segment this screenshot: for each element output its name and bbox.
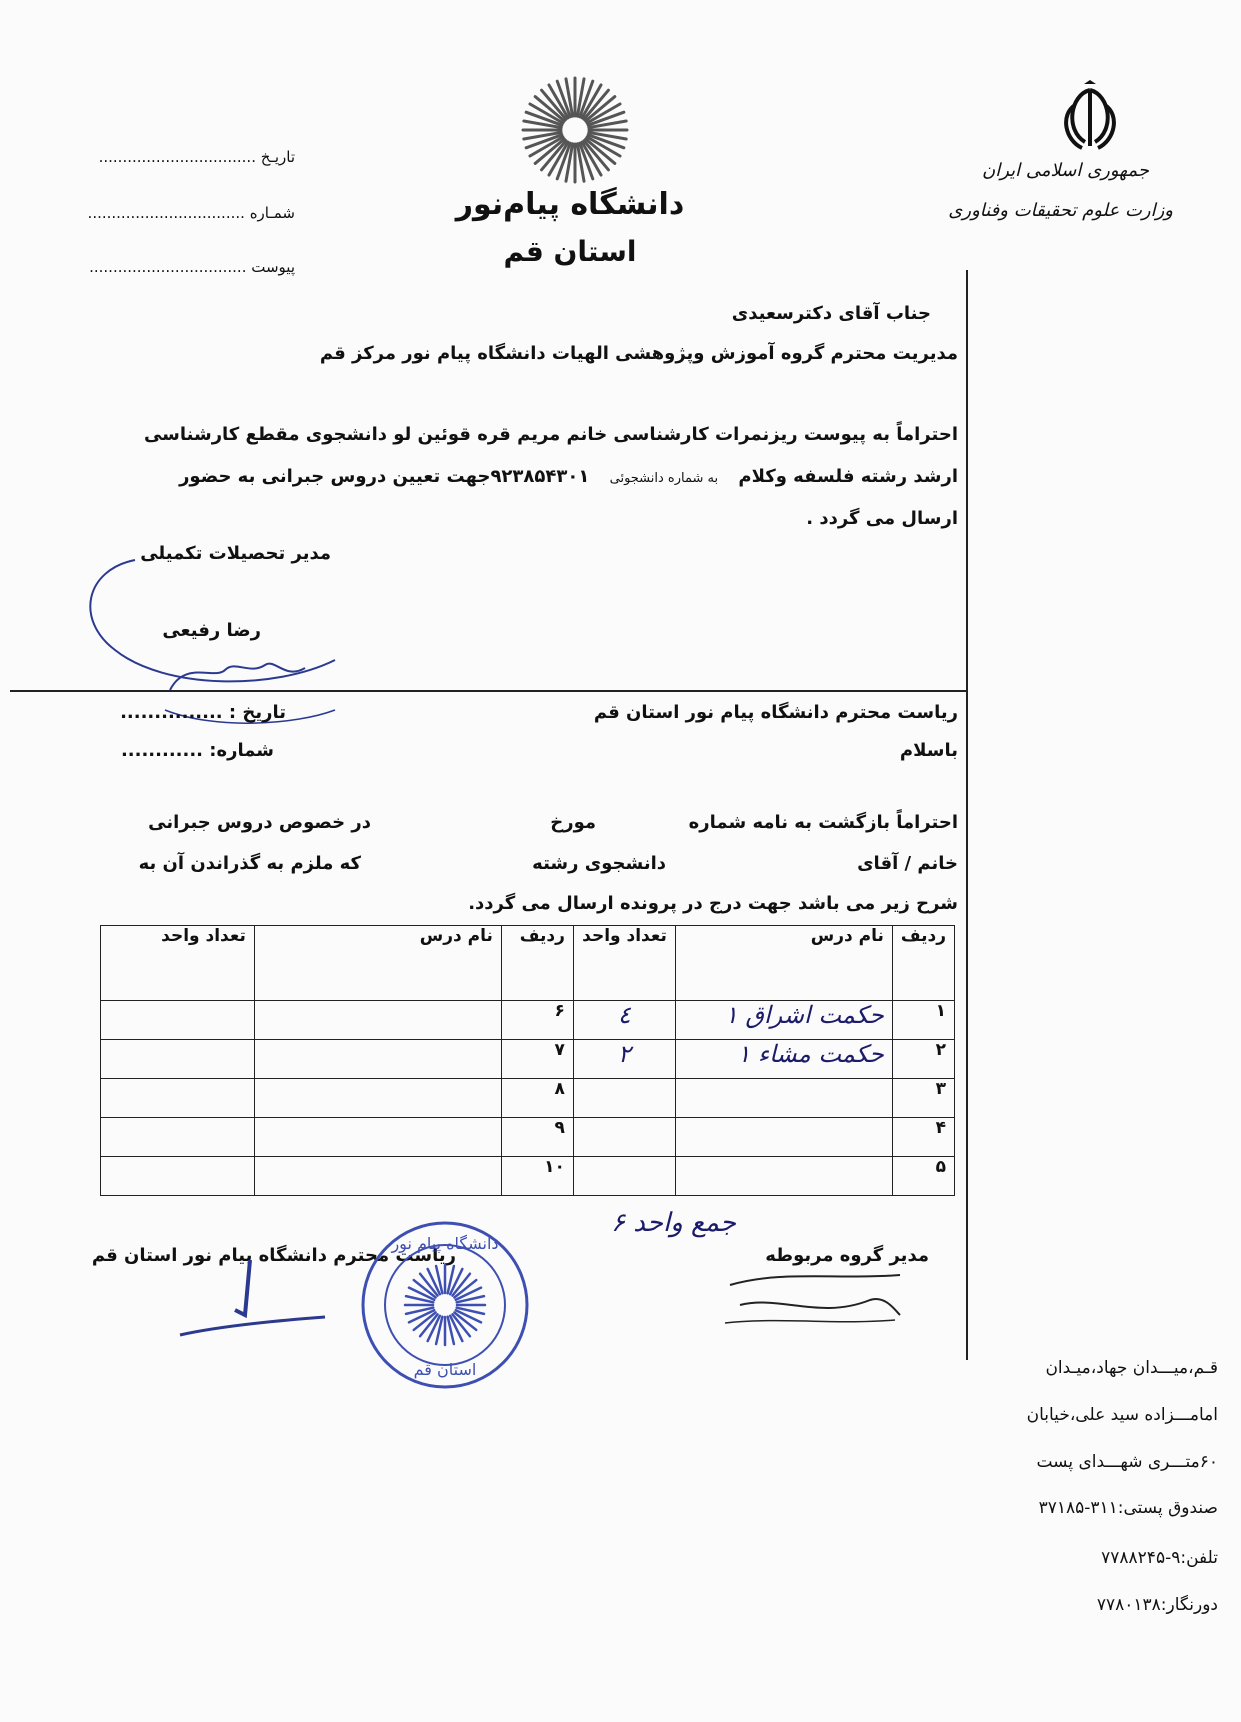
letter2-line2-student: خانم / آقای — [857, 853, 958, 874]
letter1-addressee-title: مدیریت محترم گروه آموزش وپژوهشی الهیات دانشگاه پیام نور مرکز قم — [319, 343, 958, 364]
letter2-date-field: تاریخ : ............... — [120, 702, 286, 723]
col-course-name-2: نام درس — [254, 926, 501, 1001]
university-name: دانشگاه پیام‌نور — [455, 187, 685, 222]
course-units-2 — [101, 1001, 255, 1040]
iran-emblem-icon — [1040, 80, 1140, 160]
course-units: ٤ — [573, 1001, 675, 1040]
total-units-note: جمع واحد ۶ — [611, 1208, 736, 1238]
letter2-line1-subject: در خصوص دروس جبرانی — [148, 812, 371, 833]
dept-manager-label: مدیر گروه مربوطه — [765, 1245, 929, 1266]
course-name-2 — [254, 1118, 501, 1157]
table-row — [101, 1157, 955, 1196]
course-name — [675, 1157, 892, 1196]
letter2-greeting: باسلام — [899, 740, 958, 761]
table-row — [101, 1079, 955, 1118]
letter1-line1: احتراماً به پیوست ریزنمرات کارشناسی خانم مریم قره قوئین لو دانشجوی مقطع کارشناسی — [143, 424, 958, 445]
contact-fax: دورنگار:۷۷۸۰۱۳۸ — [1096, 1595, 1218, 1615]
number-field — [55, 204, 295, 222]
table-row — [101, 1040, 955, 1079]
course-units — [573, 1079, 675, 1118]
col-units: تعداد واحد — [573, 926, 675, 1001]
table-row — [101, 1001, 955, 1040]
contact-address-1: قـم،میـــدان جهاد،میـدان — [1045, 1358, 1218, 1378]
letter2-number-field: شماره: ............ — [120, 740, 274, 761]
row-number-2: ۶ — [501, 1001, 573, 1040]
row-number: ۴ — [892, 1118, 954, 1157]
col-row-number: ردیف — [892, 926, 954, 1001]
contact-address-3: ۶۰متـــری شهـــدای پست — [1036, 1452, 1218, 1472]
date-label: تاریـخ — [260, 148, 295, 166]
vertical-divider — [966, 270, 968, 1360]
col-row-number-2: ردیف — [501, 926, 573, 1001]
letter1-signer-name: رضا رفیعی — [162, 620, 261, 641]
letter2-line1-date: مورخ — [550, 812, 596, 833]
letter1-line3: ارسال می گردد . — [806, 508, 958, 529]
letter1-line2-field: ارشد رشته فلسفه وکلام — [738, 466, 958, 487]
president-label: ریاست محترم دانشگاه پیام نور استان قم — [91, 1245, 456, 1266]
number-label: شمـاره — [249, 204, 295, 222]
letter1-addressee: جناب آقای دکترسعیدی — [731, 303, 931, 324]
course-units-2 — [101, 1040, 255, 1079]
date-dots: ................................. — [98, 148, 256, 166]
letter1-line2-student-label: به شماره دانشجوئی — [609, 471, 719, 486]
stamp-bottom-text: استان قم — [413, 1360, 477, 1379]
payame-noor-logo-icon — [520, 75, 630, 185]
course-units-2 — [101, 1118, 255, 1157]
course-name-2 — [254, 1001, 501, 1040]
course-units: ۲ — [573, 1040, 675, 1079]
course-units — [573, 1157, 675, 1196]
date-field — [55, 148, 295, 166]
ministry-line-1: جمهوری اسلامی ایران — [982, 160, 1149, 181]
number-dots: ................................. — [87, 204, 245, 222]
letter2-addressee: ریاست محترم دانشگاه پیام نور استان قم — [593, 702, 958, 723]
row-number-2: ۷ — [501, 1040, 573, 1079]
attachment-field — [55, 258, 295, 276]
row-number-2: ۸ — [501, 1079, 573, 1118]
university-stamp-icon — [355, 1215, 535, 1395]
compensatory-courses-table — [100, 925, 955, 1196]
letter1-signer-title: مدیر تحصیلات تکمیلی — [140, 543, 331, 564]
letter2-line3: شرح زیر می باشد جهت درج در پرونده ارسال می گردد. — [468, 893, 958, 914]
course-name-2 — [254, 1157, 501, 1196]
stamp-top-text: دانشگاه پیام نور — [391, 1234, 499, 1253]
row-number-2: ۹ — [501, 1118, 573, 1157]
attachment-dots: ................................. — [89, 258, 247, 276]
col-units-2: تعداد واحد — [101, 926, 255, 1001]
attachment-label: پیوست — [251, 258, 295, 276]
signature-2-icon — [720, 1265, 910, 1335]
col-course-name: نام درس — [675, 926, 892, 1001]
course-units — [573, 1118, 675, 1157]
letter1-line2 — [98, 456, 958, 500]
signature-3-icon — [175, 1255, 335, 1345]
province-name: استان قم — [503, 235, 637, 268]
course-name-2 — [254, 1079, 501, 1118]
course-name — [675, 1118, 892, 1157]
contact-phone: تلفن:۹-۷۷۸۸۲۴۵ — [1101, 1548, 1218, 1568]
letter2-line2-obligation: که ملزم به گذراندن آن به — [138, 853, 361, 874]
letter1-line2-student-number: ۹۲۳۸۵۴۳۰۱جهت تعیین دروس جبرانی به حضور — [179, 466, 590, 487]
table-header-row — [101, 926, 955, 1001]
course-name — [675, 1079, 892, 1118]
contact-address-2: امامـــزاده سید علی،خیابان — [1026, 1405, 1218, 1425]
row-number: ۲ — [892, 1040, 954, 1079]
course-units-2 — [101, 1157, 255, 1196]
row-number-2: ۱۰ — [501, 1157, 573, 1196]
row-number: ۳ — [892, 1079, 954, 1118]
ministry-line-2: وزارت علوم تحقیقات وفناوری — [948, 200, 1173, 221]
course-name: حکمت مشاء ۱ — [675, 1040, 892, 1079]
course-name: حکمت اشراق ۱ — [675, 1001, 892, 1040]
letter2-line2-field: دانشجوی رشته — [532, 853, 666, 874]
row-number: ۵ — [892, 1157, 954, 1196]
contact-po-box: صندوق پستی:۳۱۱-۳۷۱۸۵ — [1038, 1498, 1218, 1518]
letter2-line1-ref: احتراماً بازگشت به نامه شماره — [688, 812, 958, 833]
row-number: ۱ — [892, 1001, 954, 1040]
course-units-2 — [101, 1079, 255, 1118]
table-row — [101, 1118, 955, 1157]
course-name-2 — [254, 1040, 501, 1079]
